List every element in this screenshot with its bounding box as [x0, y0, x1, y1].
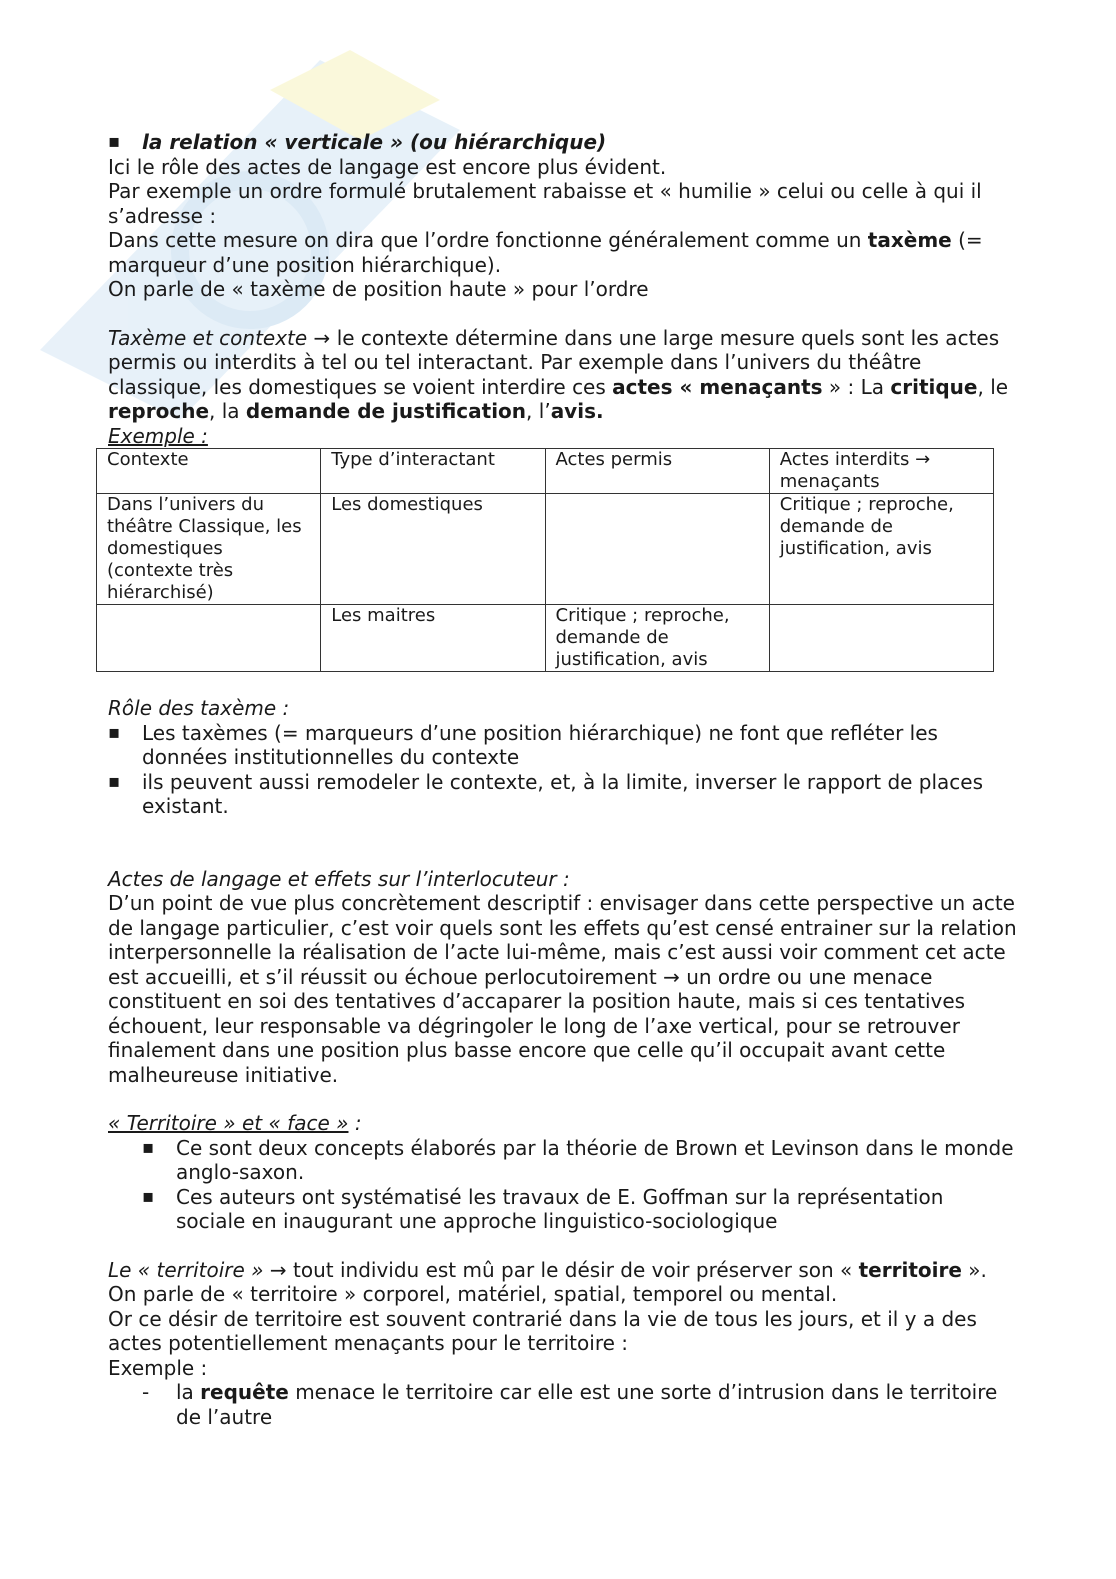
list-item: ▪ Ce sont deux concepts élaborés par la théorie de Brown et Levinson dans le monde anglo-saxon. — [108, 1136, 1018, 1185]
example-label: Exemple : — [108, 423, 208, 448]
table-header-cell: Actes interdits → menaçants — [769, 449, 993, 494]
actes-body: D’un point de vue plus concrètement descriptif : envisager dans cette perspective un acte de langage particulier, c’est voir quels sont les effets qu’est censé entrainer sur la relation interpersonnelle la réalisation de l’acte lui-même, mais c’est aussi voir comment cet acte est accueilli, et s’il réussit ou échoue perlocutoirement → un ordre ou une menace constituent en soi des tentatives d’accaparer la position haute, mais si ces tentatives échouent, leur responsable va dégringoler le long de l’axe vertical, pour se retrouver finalement dans une position plus basse encore que celle qu’il occupait avant cette malheureuse initiative. — [108, 891, 1017, 1087]
territoire-p2: Or ce désir de territoire est souvent contrarié dans la vie de tous les jours, et il y a des actes potentiellement menaçants pour le territoire : — [108, 1306, 977, 1355]
table-header-row — [97, 449, 994, 494]
list-item: ▪ Ces auteurs ont systématisé les travaux de E. Goffman sur la représentation sociale en inaugurant une approche linguistico-sociologique — [108, 1185, 1018, 1234]
territoire-paragraph: Le « territoire » → tout individu est mû par le désir de voir préserver son « territoire ». On parle de « territoire » corporel, matériel, spatial, temporel ou mental. — [108, 1257, 987, 1306]
list-item: ▪ Les taxèmes (= marqueurs d’une position hiérarchique) ne font que refléter les données institutionnelles du contexte — [108, 721, 1018, 770]
territoire-face-heading: « Territoire » et « face » : — [108, 1111, 362, 1135]
document-page — [108, 130, 1018, 1429]
table-cell: Dans l’univers du théâtre Classique, les domestiques (contexte très hiérarchisé) — [97, 494, 321, 605]
table-cell — [97, 605, 321, 672]
table-cell: Les maitres — [321, 605, 545, 672]
actes-title: Actes de langage et effets sur l’interlocuteur : — [108, 866, 570, 891]
table-cell — [769, 605, 993, 672]
role-list — [108, 721, 1018, 819]
table-header-cell: Type d’interactant — [321, 449, 545, 494]
table-cell: Critique ; reproche, demande de justification, avis — [545, 605, 769, 672]
table-row — [97, 605, 994, 672]
table-row — [97, 494, 994, 605]
territoire-example-label: Exemple : — [108, 1355, 208, 1380]
role-title: Rôle des taxème : — [108, 696, 290, 720]
taxeme-contexte-paragraph: Taxème et contexte → le contexte détermine dans une large mesure quels sont les actes permis ou interdits à tel ou tel interactant. Par exemple dans l’univers du théâtre classique, les domestiques se voient interdire ces actes « menaçants » : La critique, le reproche, la demande de justification, l’avis. — [108, 325, 1009, 423]
table-cell: Critique ; reproche, demande de justification, avis — [769, 494, 993, 605]
table-cell: Les domestiques — [321, 494, 545, 605]
territoire-example-list — [108, 1380, 1018, 1429]
table-header-cell: Actes permis — [545, 449, 769, 494]
intro-p1: Ici le rôle des actes de langage est encore plus évident. — [108, 154, 667, 179]
table-header-cell: Contexte — [97, 449, 321, 494]
intro-p2: Par exemple un ordre formulé brutalement rabaisse et « humilie » celui ou celle à qui il s’adresse : — [108, 179, 982, 228]
table-cell — [545, 494, 769, 605]
section-heading: ▪ la relation « verticale » (ou hiérarchique) — [108, 130, 1018, 155]
intro-p4: On parle de « taxème de position haute » pour l’ordre — [108, 277, 649, 301]
intro-p3: Dans cette mesure on dira que l’ordre fonctionne généralement comme un taxème (= marqueur d’une position hiérarchique). — [108, 228, 983, 277]
list-item: ▪ ils peuvent aussi remodeler le contexte, et, à la limite, inverser le rapport de places existant. — [108, 770, 1018, 819]
list-item: - la requête menace le territoire car elle est une sorte d’intrusion dans le territoire de l’autre — [108, 1380, 1018, 1429]
territoire-face-list — [108, 1136, 1018, 1234]
taxeme-contexte-title: Taxème et contexte — [108, 325, 308, 350]
taxeme-table — [96, 448, 994, 672]
territoire-title: Le « territoire » — [108, 1257, 264, 1282]
